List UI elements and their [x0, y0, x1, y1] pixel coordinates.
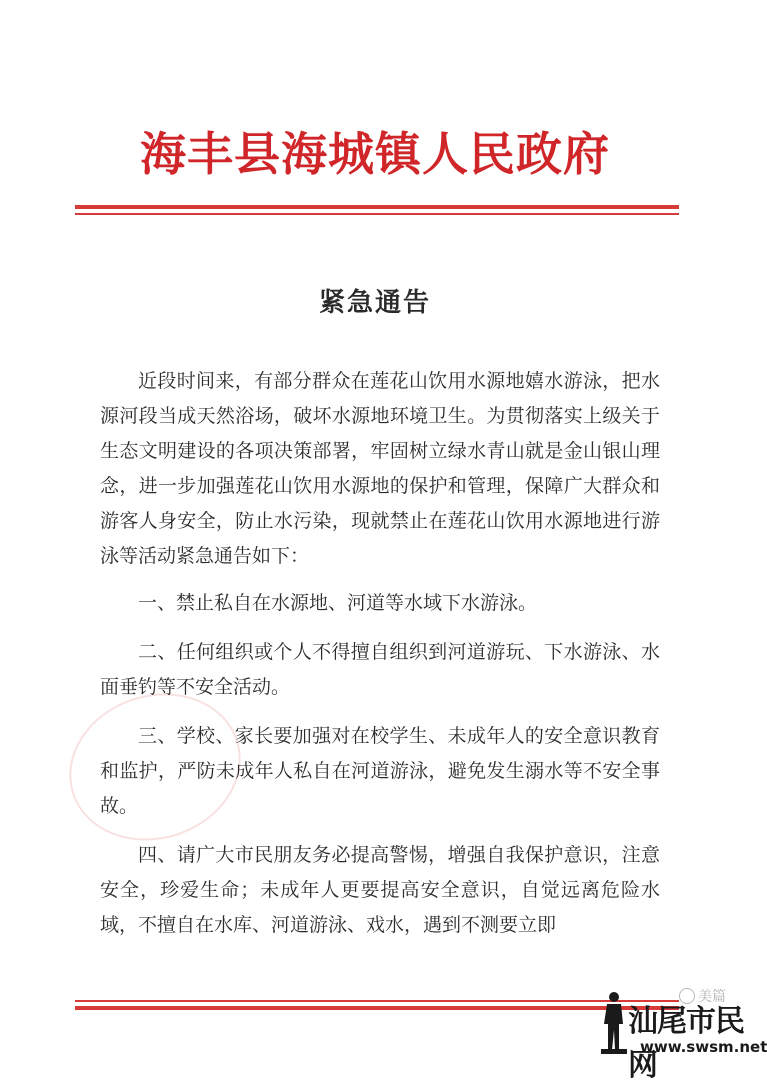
- issuing-authority-header: 海丰县海城镇人民政府: [140, 127, 610, 181]
- footer-rule-thin: [75, 1000, 679, 1002]
- item-paragraph: 四、请广大市民朋友务必提高警惕，增强自我保护意识，注意安全，珍爱生命；未成年人更要提高安全意识，自觉远离危险水域，不擅自在水库、河道游泳、戏水，遇到不测要立即: [100, 844, 660, 936]
- notice-title: 紧急通告: [318, 288, 431, 318]
- item-paragraph: 三、学校、家长要加强对在校学生、未成年人的安全意识教育和监护，严防未成年人私自在河道游泳，避免发生溺水等不安全事故。: [100, 725, 660, 817]
- meipian-label: 美篇: [698, 989, 726, 1005]
- footer-rule-thick: [75, 1006, 679, 1010]
- notice-body: [100, 364, 660, 957]
- intro-paragraph: 近段时间来，有部分群众在莲花山饮用水源地嬉水游泳，把水源河段当成天然浴场，破坏水源地环境卫生。为贯彻落实上级关于生态文明建设的各项决策部署，牢固树立绿水青山就是金山银山理念，进一步加强莲花山饮用水源地的保护和管理，保障广大群众和游客人身安全，防止水污染，现就禁止在莲花山饮用水源地进行游泳等活动紧急通告如下：: [100, 370, 660, 567]
- header-rule-thick: [75, 205, 679, 209]
- item-paragraph: 二、任何组织或个人不得擅自组织到河道游玩、下水游泳、水面垂钓等不安全活动。: [100, 641, 660, 698]
- header-rule-thin: [75, 213, 679, 215]
- person-silhouette-icon: [596, 990, 630, 1054]
- site-url-watermark: www.swsm.net: [640, 1038, 767, 1056]
- item-paragraph: 一、禁止私自在水源地、河道等水域下水游泳。: [138, 592, 538, 614]
- site-name-watermark: 汕尾市民网: [628, 1004, 744, 1083]
